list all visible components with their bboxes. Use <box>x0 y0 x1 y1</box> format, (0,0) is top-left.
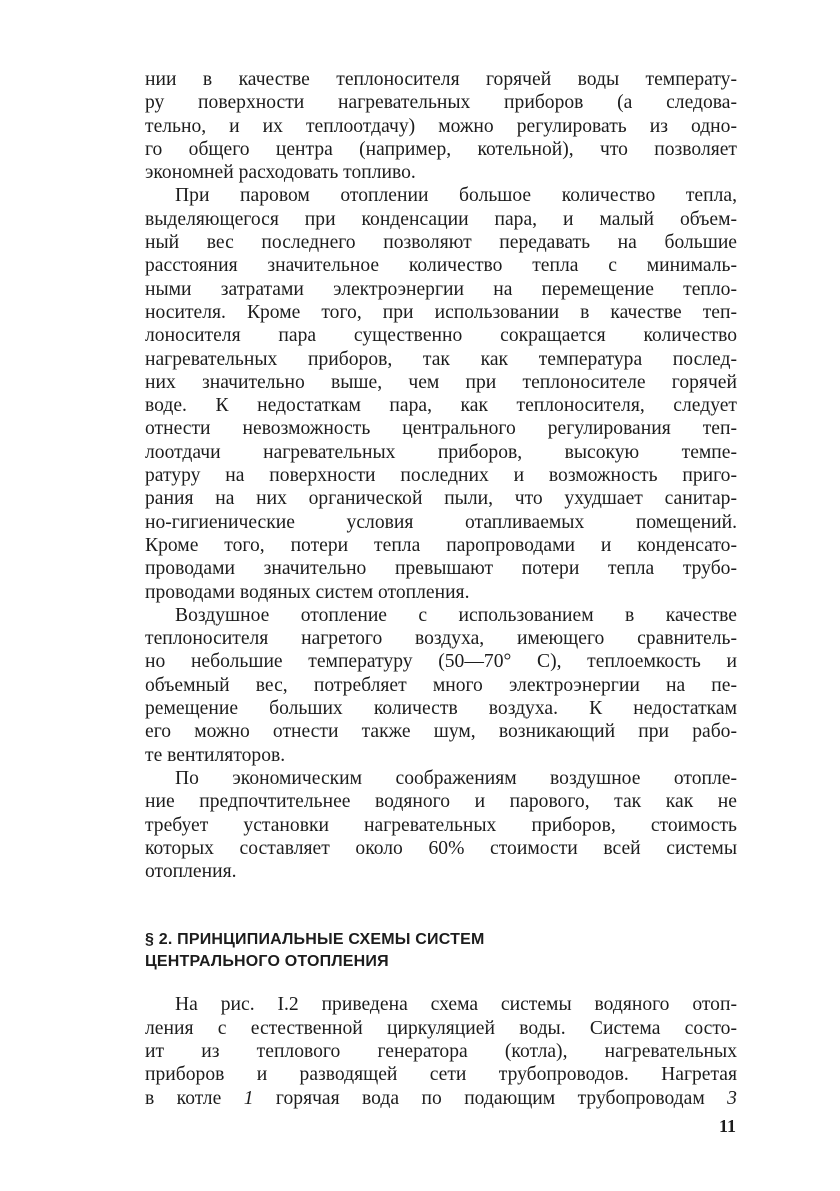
text-line: расстояния значительное количество тепла с минималь- <box>145 255 737 277</box>
paragraph-1 <box>145 68 737 184</box>
text-line: проводами значительно превышают потери тепла трубо- <box>145 558 737 580</box>
text-line: нии в качестве теплоносителя горячей воды температу- <box>145 69 737 90</box>
text-line: требует установки нагревательных приборов, стоимость <box>145 814 737 836</box>
text-line: рания на них органической пыли, что ухудшает санитар- <box>145 488 737 510</box>
text-line: ит из теплового генератора (котла), нагревательных <box>145 1040 737 1062</box>
paragraph-2 <box>145 184 737 603</box>
text-line: экономней расходовать топливо. <box>145 162 416 184</box>
text-line: ный вес последнего позволяют передавать на большие <box>145 232 737 254</box>
text-line <box>145 1087 737 1110</box>
text-line: но-гигиенические условия отапливаемых помещений. <box>145 511 737 533</box>
text-line: которых составляет около 60% стоимости всей системы <box>145 837 737 859</box>
text-line: те вентиляторов. <box>145 744 286 766</box>
text-line: нагревательных приборов, так как температура послед- <box>145 348 737 370</box>
reference-number: 3 <box>727 1087 737 1109</box>
section-heading <box>145 929 737 973</box>
page-number: 11 <box>718 1116 736 1136</box>
text-line: проводами водяных систем отопления. <box>145 581 470 603</box>
text-line: Воздушное отопление с использованием в качестве <box>175 604 737 626</box>
text-line: лоносителя пара существенно сокращается количество <box>145 325 737 347</box>
text-line: теплоносителя нагретого воздуха, имеющего сравнитель- <box>145 628 737 650</box>
text-line: них значительно выше, чем при теплоносителе горячей <box>145 371 737 393</box>
text-fragment: в котле <box>145 1087 244 1109</box>
text-line: го общего центра (например, котельной), что позволяет <box>145 138 737 160</box>
heading-line: ЦЕНТРАЛЬНОГО ОТОПЛЕНИЯ <box>145 953 389 971</box>
text-line: его можно отнести также шум, возникающий при рабо- <box>145 721 737 743</box>
book-page <box>145 68 737 1110</box>
text-line: отопления. <box>145 861 237 883</box>
heading-line: § 2. ПРИНЦИПИАЛЬНЫЕ СХЕМЫ СИСТЕМ <box>145 931 485 949</box>
paragraph-3 <box>145 604 737 767</box>
text-line: воде. К недостаткам пара, как теплоносителя, следует <box>145 395 737 417</box>
paragraph-5 <box>145 993 737 1109</box>
text-line: ру поверхности нагревательных приборов (а следова- <box>145 92 737 114</box>
text-line: По экономическим соображениям воздушное отопле- <box>175 767 737 789</box>
text-line: На рис. I.2 приведена схема системы водяного отоп- <box>175 994 737 1016</box>
text-line: носителя. Кроме того, при использовании в качестве теп- <box>145 301 737 323</box>
text-line: ления с естественной циркуляцией воды. Система состо- <box>145 1017 737 1039</box>
text-line: отнести невозможность центрального регулирования теп- <box>145 418 737 440</box>
reference-number: 1 <box>243 1087 254 1109</box>
text-line: ными затратами электроэнергии на перемещение тепло- <box>145 278 737 300</box>
paragraph-4 <box>145 767 737 883</box>
text-line: Кроме того, потери тепла паропроводами и конденсато- <box>145 534 737 556</box>
text-line: лоотдачи нагревательных приборов, высокую темпе- <box>145 441 737 463</box>
text-line: ремещение больших количеств воздуха. К недостаткам <box>145 698 737 720</box>
text-line: выделяющегося при конденсации пара, и малый объем- <box>145 208 737 230</box>
text-line: тельно, и их теплоотдачу) можно регулировать из одно- <box>145 115 737 137</box>
text-fragment: горячая вода по подающим трубопроводам <box>275 1087 728 1109</box>
text-line: ние предпочтительнее водяного и парового, так как не <box>145 791 737 813</box>
text-line: приборов и разводящей сети трубопроводов. Нагретая <box>145 1064 737 1086</box>
text-line: При паровом отоплении большое количество тепла, <box>175 185 737 207</box>
text-line: но небольшие температуру (50—70° С), теплоемкость и <box>145 651 737 673</box>
text-line: ратуру на поверхности последних и возможность приго- <box>145 465 737 487</box>
text-line: объемный вес, потребляет много электроэнергии на пе- <box>145 674 737 696</box>
